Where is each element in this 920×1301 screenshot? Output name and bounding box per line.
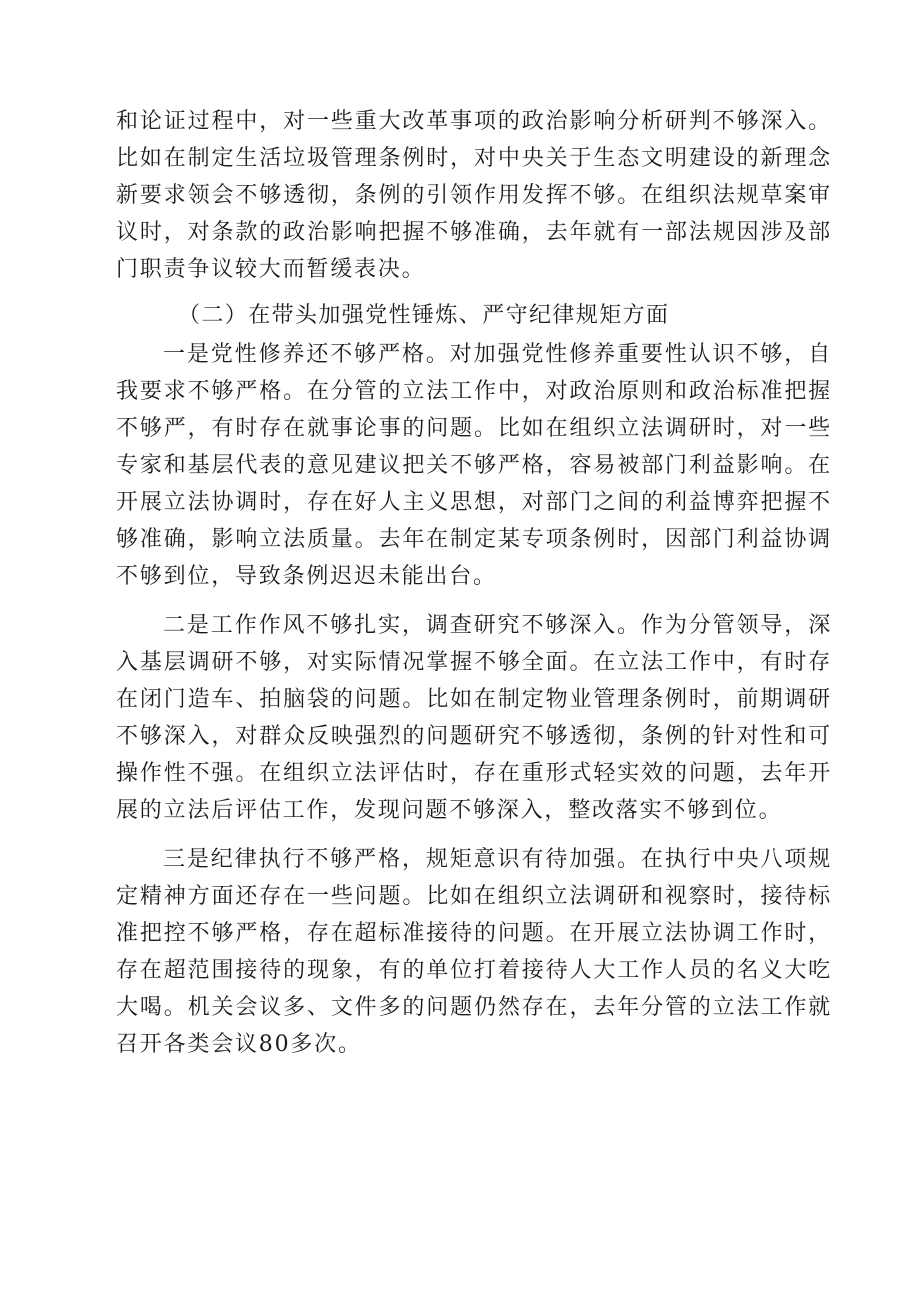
paragraph-work-style: 二是工作作风不够扎实，调查研究不够深入。作为分管领导，深入基层调研不够，对实际情况掌握不够全面。在立法工作中，有时存在闭门造车、拍脑袋的问题。比如在制定物业管理条例时，前期调研不够深入，对群众反映强烈的问题研究不够透彻，条例的针对性和可操作性不强。在组织立法评估时，存在重形式轻实效的问题，去年开展的立法后评估工作，发现问题不够深入，整改落实不够到位。 (116, 613, 832, 823)
document-body (116, 103, 832, 1063)
section-heading: （二）在带头加强党性锤炼、严守纪律规矩方面 (178, 303, 670, 328)
paragraph-discipline: 三是纪律执行不够严格，规矩意识有待加强。在执行中央八项规定精神方面还存在一些问题。比如在组织立法调研和视察时，接待标准把控不够严格，存在超标准接待的问题。在开展立法协调工作时，存在超范围接待的现象，有的单位打着接待人大工作人员的名义大吃大喝。机关会议多、文件多的问题仍然存在，去年分管的立法工作就召开各类会议80多次。 (116, 847, 832, 1057)
paragraph-party-spirit: 一是党性修养还不够严格。对加强党性修养重要性认识不够，自我要求不够严格。在分管的立法工作中，对政治原则和政治标准把握不够严，有时存在就事论事的问题。比如在组织立法调研时，对一些专家和基层代表的意见建议把关不够严格，容易被部门利益影响。在开展立法协调时，存在好人主义思想，对部门之间的利益博弈把握不够准确，影响立法质量。去年在制定某专项条例时，因部门利益协调不够到位，导致条例迟迟未能出台。 (116, 342, 832, 589)
continuation-paragraph: 和论证过程中，对一些重大改革事项的政治影响分析研判不够深入。比如在制定生活垃圾管理条例时，对中央关于生态文明建设的新理念新要求领会不够透彻，条例的引领作用发挥不够。在组织法规草案审议时，对条款的政治影响把握不够准确，去年就有一部法规因涉及部门职责争议较大而暂缓表决。 (116, 109, 832, 282)
